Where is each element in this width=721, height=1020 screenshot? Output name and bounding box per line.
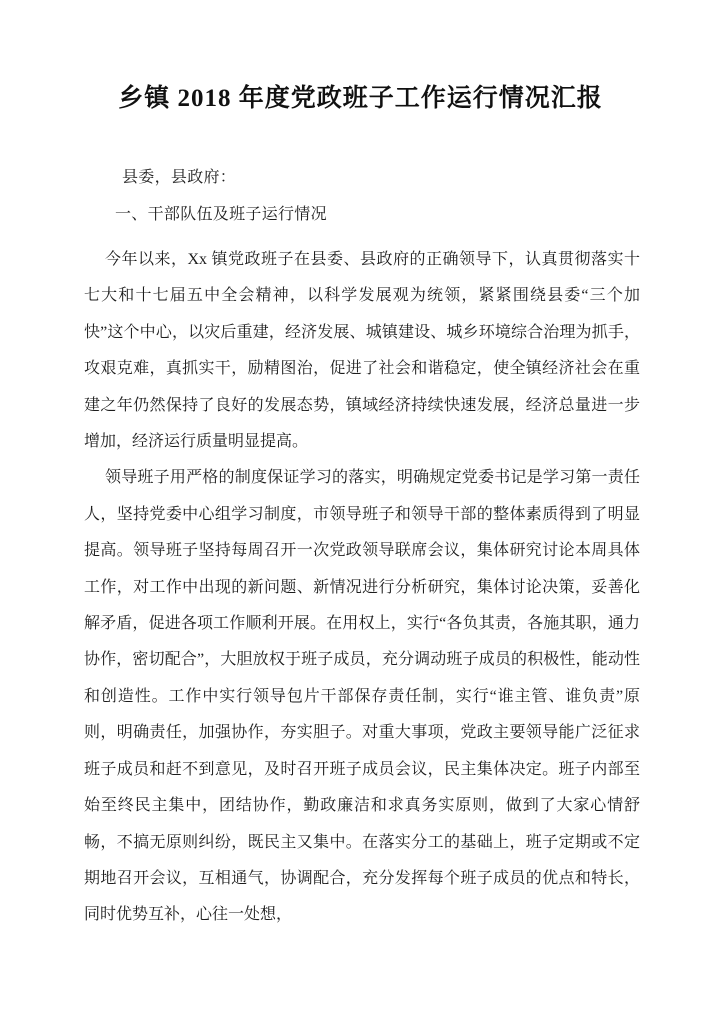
document-body [84,242,640,934]
body-paragraph-1: 今年以来，Xx 镇党政班子在县委、县政府的正确领导下，认真贯彻落实十七大和十七届五中全会精神，以科学发展观为统领，紧紧围绕县委“三个加快”这个中心，以灾后重建，经济发展、城镇建设、城乡环境综合治理为抓手，攻艰克难，真抓实干，励精图治，促进了社会和谐稳定，使全镇经济社会在重建之年仍然保持了良好的发展态势，镇域经济持续快速发展，经济总量进一步增加，经济运行质量明显提高。 [84,251,640,451]
section-heading: 一、干部队伍及班子运行情况 [115,206,327,223]
document-title: 乡镇 2018 年度党政班子工作运行情况汇报 [118,85,603,112]
body-paragraph-2: 领导班子用严格的制度保证学习的落实，明确规定党委书记是学习第一责任人，坚持党委中心组学习制度，市领导班子和领导干部的整体素质得到了明显提高。领导班子坚持每周召开一次党政领导联席会议，集体研究讨论本周具体工作，对工作中出现的新问题、新情况进行分析研究，集体讨论决策，妥善化解矛盾，促进各项工作顺利开展。在用权上，实行“各负其责，各施其职，通力协作，密切配合”，大胆放权于班子成员，充分调动班子成员的积极性，能动性和创造性。工作中实行领导包片干部保存责任制，实行“谁主管、谁负责”原则，明确责任，加强协作，夯实胆子。对重大事项，党政主要领导能广泛征求班子成员和赶不到意见，及时召开班子成员会议，民主集体决定。班子内部至始至终民主集中，团结协作，勤政廉洁和求真务实原则，做到了大家心情舒畅，不搞无原则纠纷，既民主又集中。在落实分工的基础上，班子定期或不定期地召开会议，互相通气，协调配合，充分发挥每个班子成员的优点和特长，同时优势互补，心往一处想， [84,469,640,924]
salutation-line: 县委，县政府： [122,169,237,186]
